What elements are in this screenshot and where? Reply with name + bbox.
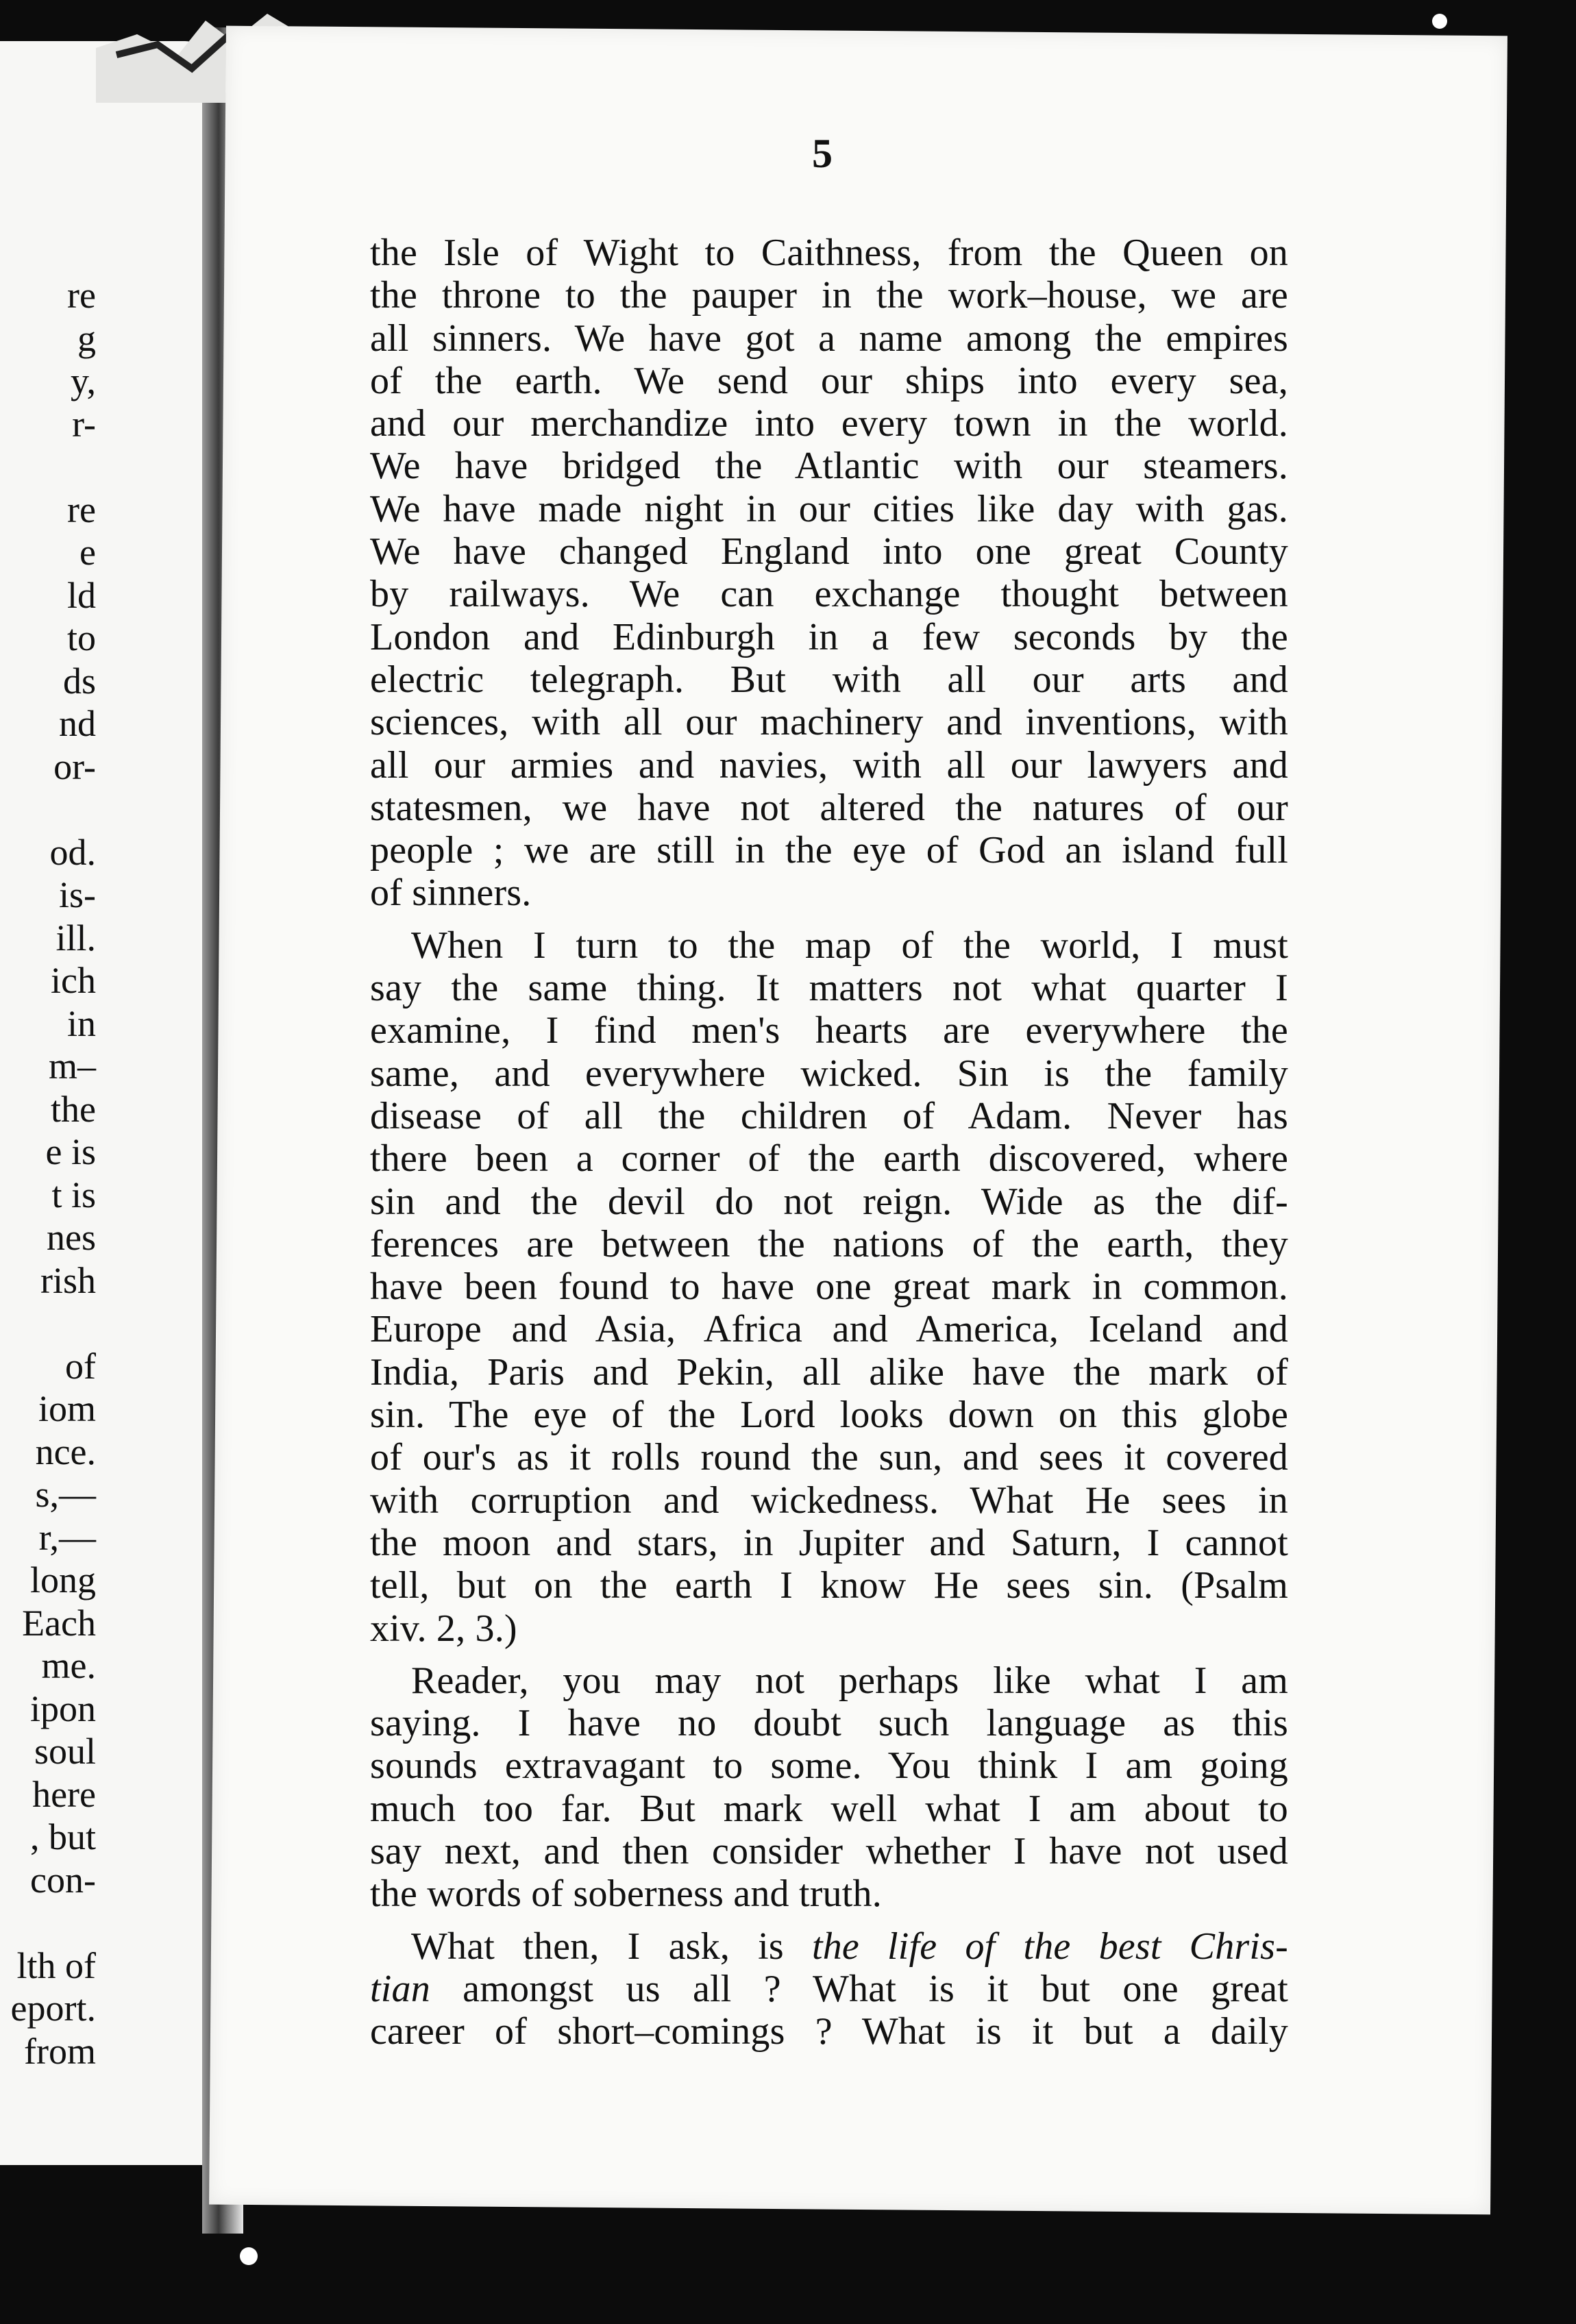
text-line: Reader, you may not perhaps like what I am [411,1659,1288,1702]
text-line: disease of all the children of Adam. Never has [370,1094,1288,1137]
text-line: We have bridged the Atlantic with our steamers. [370,445,1288,488]
left-page-fragment: od. [49,831,96,873]
left-page-fragment: is- [59,874,96,915]
left-page-fragment: long [29,1559,96,1600]
left-page-fragment: the [51,1088,96,1130]
text-line: sin. The eye of the Lord looks down on this globe [370,1394,1288,1437]
left-page-fragment: , but [29,1816,96,1857]
text-line: London and Edinburgh in a few seconds by the [370,615,1288,658]
text-line: with corruption and wickedness. What He sees in [370,1479,1288,1522]
left-page-fragment: nes [47,1217,96,1258]
text-line: saying. I have no doubt such language as this [370,1702,1288,1745]
left-page-fragment: con- [30,1859,96,1901]
left-page-fragment: me. [41,1645,96,1686]
left-page-fragment: e is [45,1131,96,1172]
text-line: all sinners. We have got a name among the empires [370,317,1288,360]
page-number: 5 [812,131,833,176]
left-page-fragment: re [67,489,96,530]
text-line: When I turn to the map of the world, I must [411,924,1288,967]
left-page-fragment [0,788,96,831]
text-line: there been a corner of the earth discovered, where [370,1137,1288,1180]
left-page-fragment [0,445,96,489]
scan-speck [240,2247,258,2265]
left-page-fragment: nce. [35,1431,96,1472]
text-line: the words of soberness and truth. [370,1872,882,1916]
left-page-fragment: from [24,2030,96,2072]
text-line: say next, and then consider whether I have not used [370,1829,1288,1872]
text-line: the throne to the pauper in the work–house, we are [370,274,1288,317]
paragraph [370,1659,1288,1916]
text-line: tell, but on the earth I know He sees sin. (Psalm [370,1564,1288,1607]
text-line: all our armies and navies, with all our lawyers and [370,743,1288,787]
left-page-fragment: here [32,1773,96,1815]
text-line: sin and the devil do not reign. Wide as the dif- [370,1180,1288,1223]
text-line: career of short–comings ? What is it but a daily [370,2010,1288,2053]
text-line: much too far. But mark well what I am about to [370,1787,1288,1830]
text-line: same, and everywhere wicked. Sin is the family [370,1052,1288,1095]
left-page-text-fragments [0,274,96,2073]
text-line: by railways. We can exchange thought between [370,573,1288,616]
text-line: have been found to have one great mark in common. [370,1265,1288,1309]
left-page-fragment: Each [22,1602,96,1644]
text-line: ferences are between the nations of the earth, they [370,1222,1288,1265]
left-page-fragment: nd [59,703,96,744]
left-page-fragment: m– [48,1046,96,1087]
text-line: statesmen, we have not altered the natures of our [370,786,1288,829]
left-page-fragment: t is [51,1174,96,1215]
text-line: electric telegraph. But with all our arts and [370,658,1288,701]
left-page-fragment: g [77,317,96,359]
left-page-fragment: of [65,1345,96,1387]
text-line: people ; we are still in the eye of God an island full [370,829,1288,872]
left-page-fragment: y, [71,360,96,401]
left-page-fragment: iom [38,1388,96,1429]
text-line: of sinners. [370,872,532,915]
paragraph [370,232,1288,915]
left-page-fragment: lth of [16,1944,96,1986]
left-page-fragment: soul [34,1731,96,1772]
left-page-fragment: r,— [38,1516,96,1558]
text-line: of the earth. We send our ships into every sea, [370,359,1288,402]
text-line: the moon and stars, in Jupiter and Saturn, I cannot [370,1521,1288,1564]
left-page-fragment: in [58,1002,96,1044]
text-line: India, Paris and Pekin, all alike have the mark of [370,1350,1288,1394]
text-line: sciences, with all our machinery and inventions, with [370,701,1288,744]
left-page-fragment: or- [53,745,96,787]
left-page-fragment: ich [51,960,96,1001]
text-line: Europe and Asia, Africa and America, Iceland and [370,1308,1288,1351]
text-line: xiv. 2, 3.) [370,1607,517,1650]
left-page-fragment: rish [40,1259,96,1301]
left-page-fragment: e [79,532,96,573]
left-page-fragment: ld [66,574,96,616]
text-line: say the same thing. It matters not what quarter I [370,967,1288,1010]
left-page-fragment: r- [72,403,96,445]
text-line: We have changed England into one great County [370,530,1288,573]
left-page-fragment: ill. [56,917,96,959]
text-line: sounds extravagant to some. You think I am going [370,1744,1288,1788]
scan-speck [1432,14,1447,29]
text-line: We have made night in our cities like day with gas. [370,487,1288,530]
left-page-fragment: to [66,617,96,658]
text-line: of our's as it rolls round the sun, and sees it covered [370,1436,1288,1479]
left-page-fragment: ds [62,660,96,702]
text-line: examine, I find men's hearts are everywhere the [370,1009,1288,1052]
text-line: and our merchandize into every town in the world. [370,402,1288,445]
text-line: the Isle of Wight to Caithness, from the Queen on [370,232,1288,274]
left-page-fragment [0,1302,96,1345]
left-page-fragment: eport. [10,1988,96,2029]
paragraph [370,924,1288,1650]
paragraph [370,1925,1288,2053]
left-page-fragment [0,1901,96,1944]
body-text [370,232,1288,2053]
left-facing-page [0,41,212,2165]
left-page-fragment: re [67,275,96,316]
text-line: tian amongst us all ? What is it but one great [370,1967,1288,2010]
text-line: What then, I ask, is the life of the best Chris- [411,1925,1288,1968]
left-page-fragment: s,— [35,1474,96,1515]
left-page-fragment: ipon [29,1688,96,1729]
